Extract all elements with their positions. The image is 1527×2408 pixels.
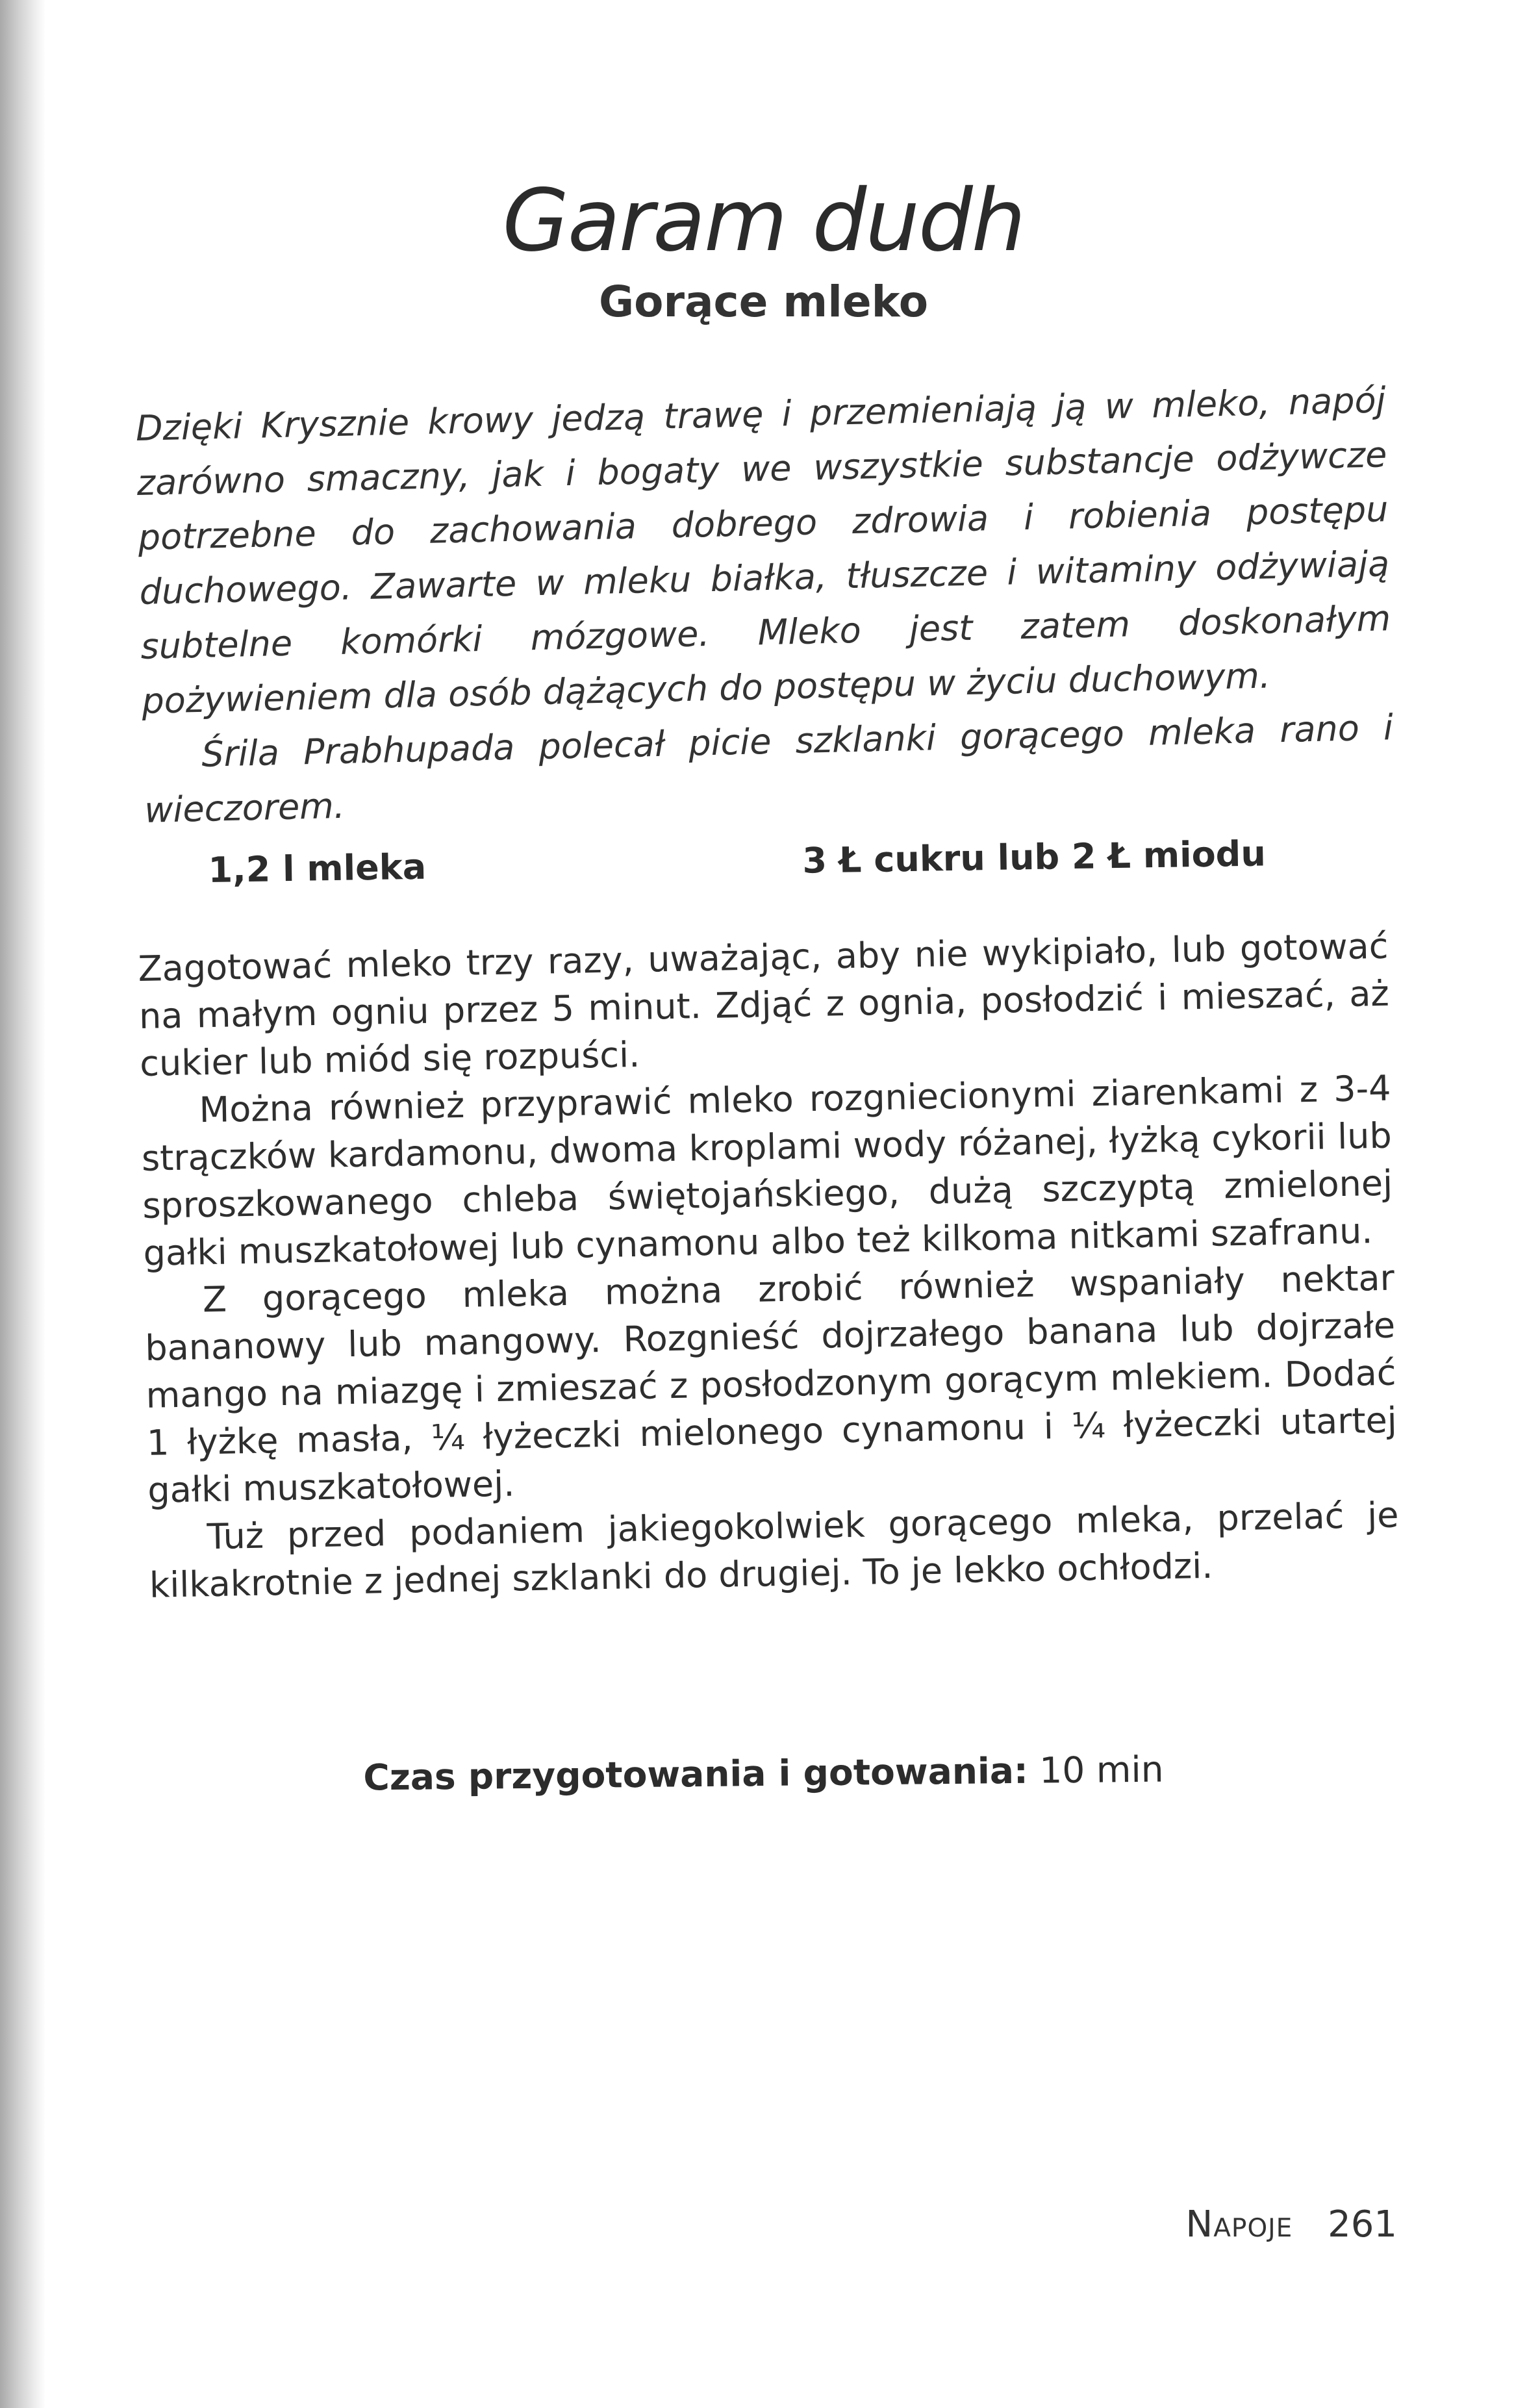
- method-paragraph: Można również przyprawić mleko rozgniecionymi ziarenkami z 3-4 strączków kardamonu, dwoma kroplami wody różanej, łyżką cykorii lub sproszkowanego chleba świętojańskiego, dużą szczyptą zmielonej gałki muszkatołowej lub cynamonu albo też kilkoma nitkami szafranu.: [141, 1067, 1393, 1274]
- prep-time-value: 10 min: [1039, 1748, 1164, 1792]
- ingredient-item: 3 Ł cukru lub 2 Ł miodu: [802, 833, 1267, 881]
- method-paragraph: Z gorącego mleka można zrobić również wspaniały nektar bananowy lub mangowy. Rozgnieść dojrzałego banana lub dojrzałe mango na miazgę i zmieszać z posłodzonym gorącym mlekiem. Dodać 1 łyżkę masła, ¼ łyżeczki mielonego cynamonu i ¼ łyżeczki utartej gałki muszkatołowej.: [144, 1257, 1398, 1511]
- prep-time: [0, 1740, 1527, 1808]
- method-text: [138, 922, 1400, 1609]
- prep-time-label: Czas przygotowania i gotowania:: [363, 1749, 1029, 1799]
- intro-text: [135, 373, 1395, 838]
- method-paragraph: Zagotować mleko trzy razy, uważając, aby nie wykipiało, lub gotować na małym ogniu przez 5 minut. Zdjąć z ognia, posłodzić i mieszać, aż cukier lub miód się rozpuści.: [138, 925, 1390, 1084]
- section-name: Napoje: [1185, 2203, 1293, 2246]
- ingredient-item: 1,2 l mleka: [208, 846, 427, 891]
- page-footer: [1185, 2199, 1397, 2251]
- method-paragraph: Tuż przed podaniem jakiegokolwiek gorącego mleka, przelać je kilkakrotnie z jednej szklanki do drugiej. To je lekko ochłodzi.: [149, 1494, 1399, 1606]
- intro-paragraph: Dzięki Krysznie krowy jedzą trawę i przemieniają ją w mleko, napój zarówno smaczny, jak i bogaty we wszystkie substancje odżywcze potrzebne do zachowania dobrego zdrowia i robienia postępu duchowego. Zawarte w mleku białka, tłuszcze i witaminy odżywiają subtelne komórki mózgowe. Mleko jest zatem doskonałym pożywieniem dla osób dążących do postępu w życiu duchowym.: [135, 379, 1391, 722]
- recipe-subtitle: Gorące mleko: [598, 277, 929, 327]
- intro-paragraph: Śrila Prabhupada polecał picie szklanki gorącego mleka rano i wieczorem.: [144, 707, 1394, 831]
- page-number: 261: [1328, 2203, 1397, 2246]
- recipe-title: Garam dudh: [502, 171, 1025, 271]
